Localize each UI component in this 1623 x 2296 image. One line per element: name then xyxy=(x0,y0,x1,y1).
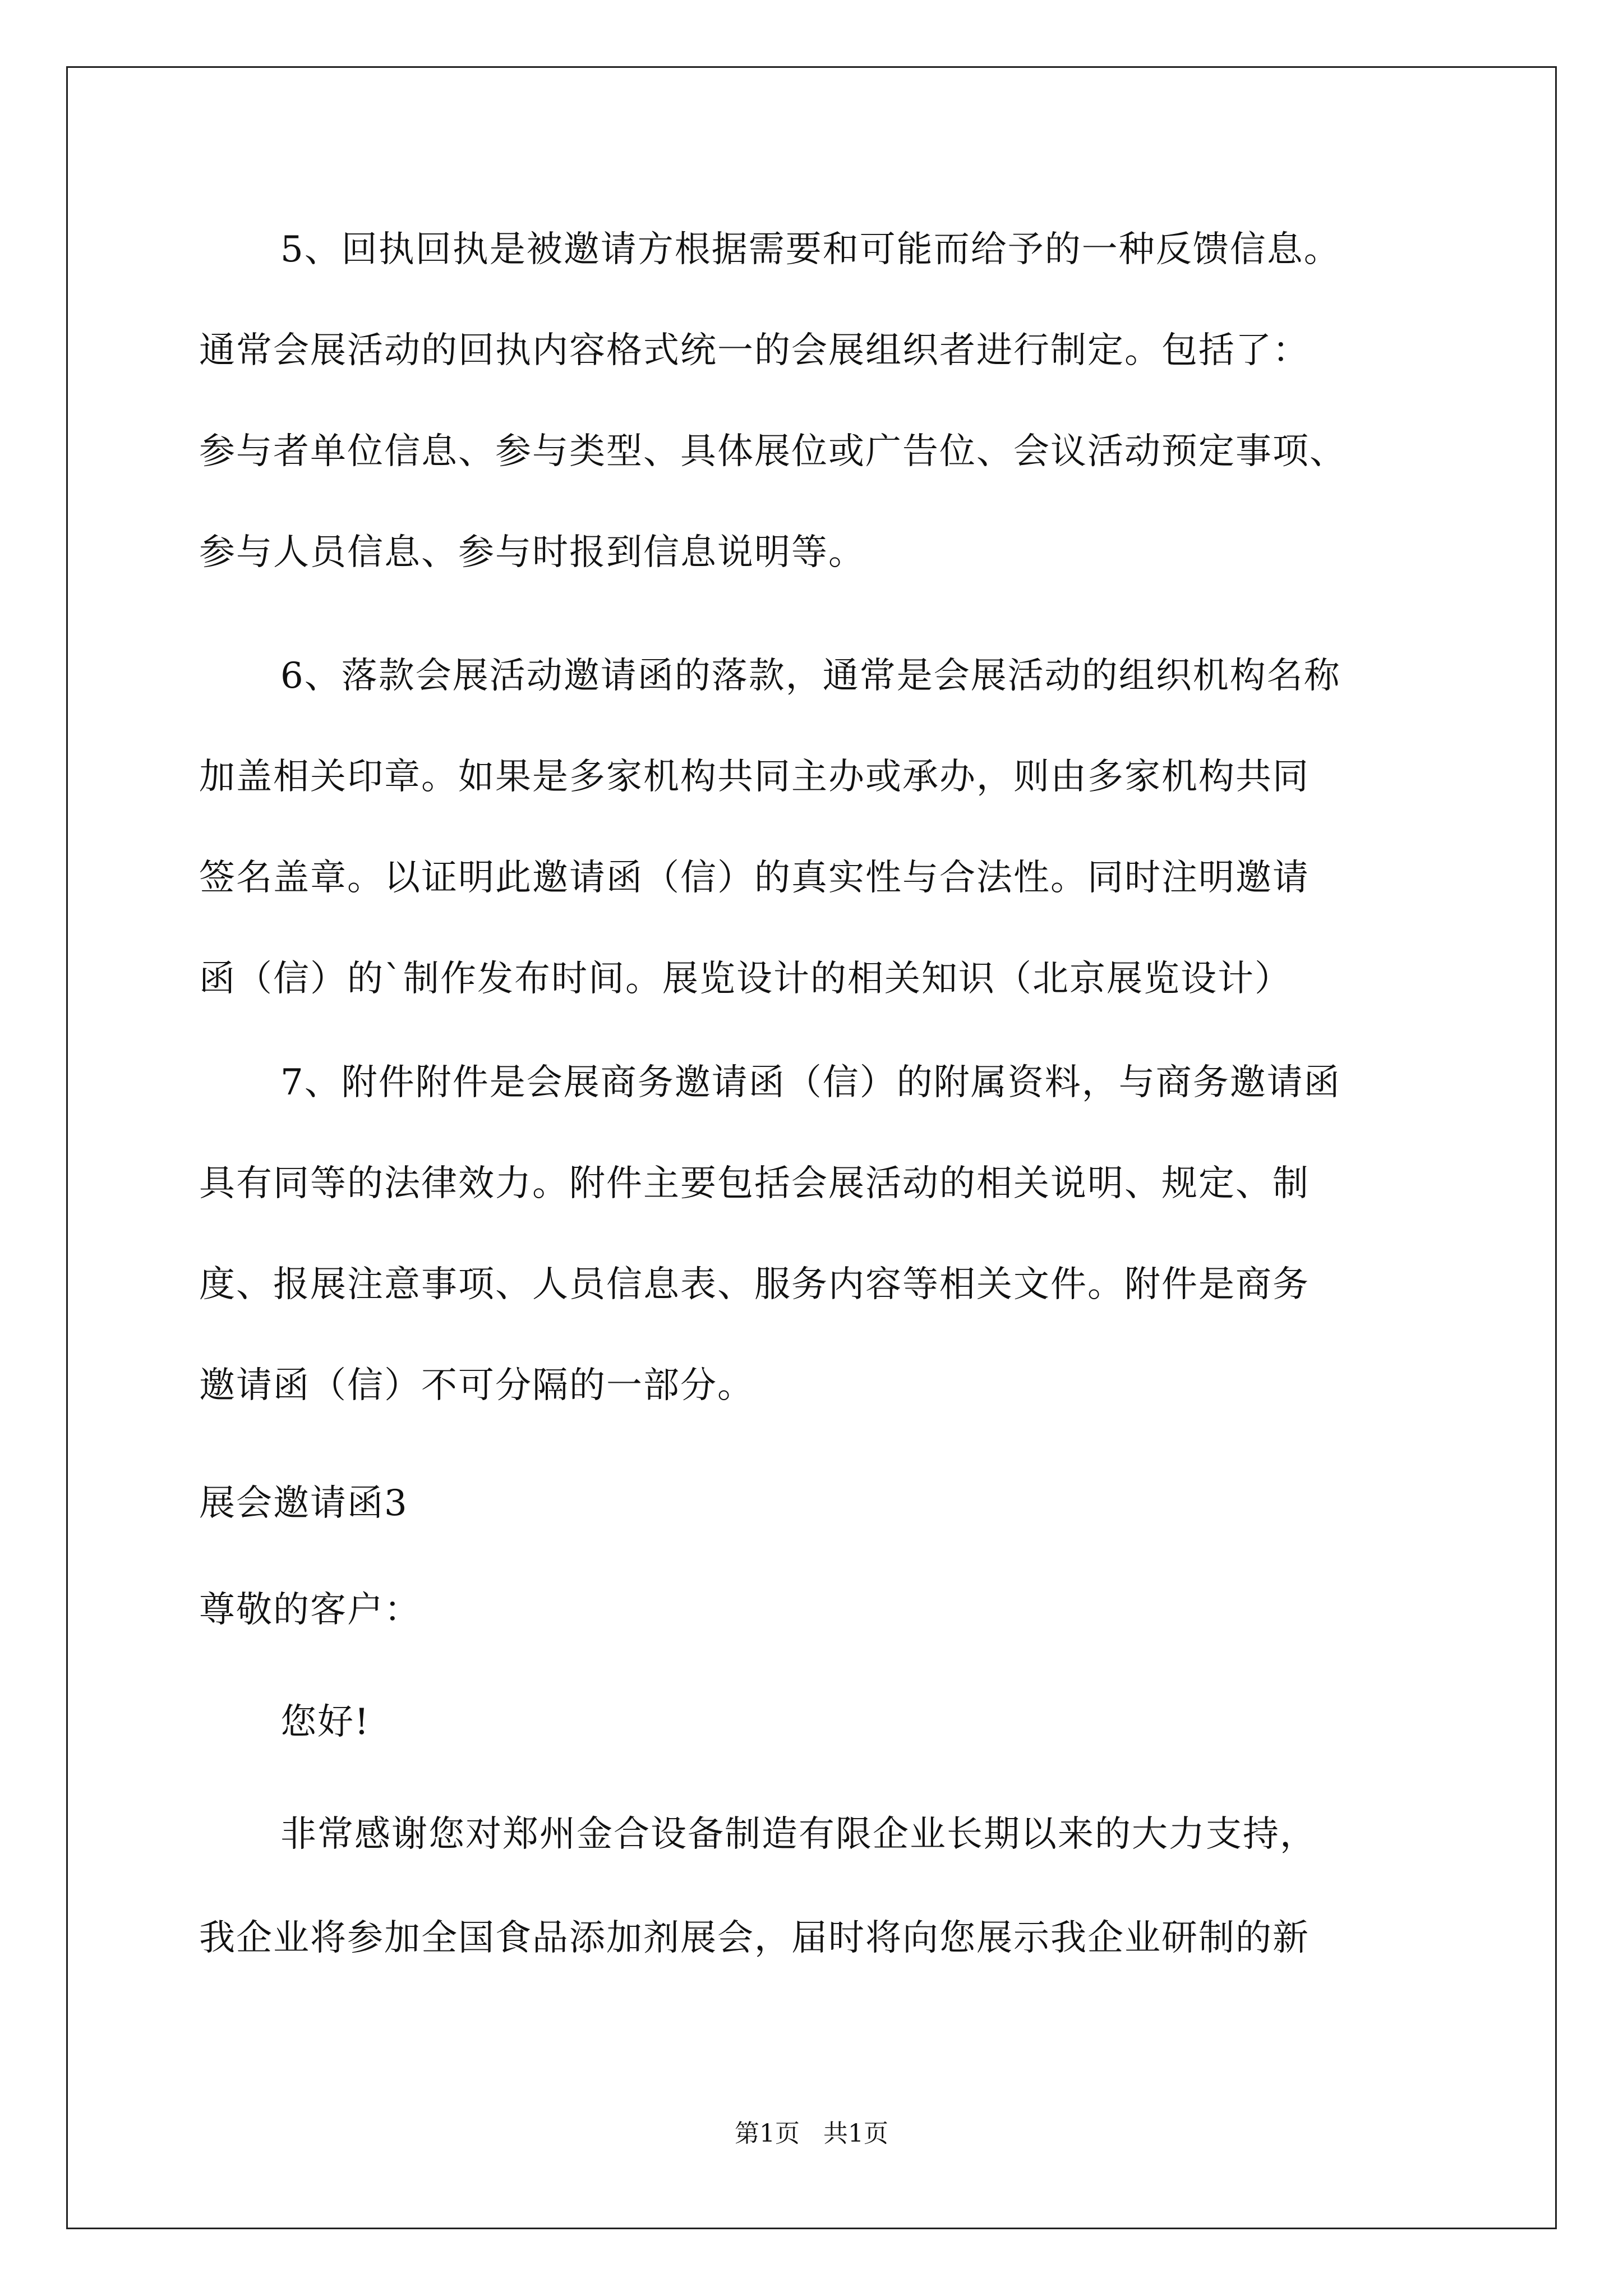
page-number-footer: 第1页 共1页 xyxy=(735,2119,888,2148)
paragraph-5-line-4: 参与人员信息、参与时报到信息说明等。 xyxy=(199,532,865,573)
paragraph-5-line-2: 通常会展活动的回执内容格式统一的会展组织者进行制定。包括了： xyxy=(199,330,1310,371)
invitation-line-1: 非常感谢您对郑州金合设备制造有限企业长期以来的大力支持， xyxy=(280,1814,1317,1855)
page-border xyxy=(66,66,1557,2229)
paragraph-6-line-2: 加盖相关印章。如果是多家机构共同主办或承办，则由多家机构共同 xyxy=(199,756,1310,798)
paragraph-5-line-3: 参与者单位信息、参与类型、具体展位或广告位、会议活动预定事项、 xyxy=(199,431,1347,472)
paragraph-7-line-4: 邀请函（信）不可分隔的一部分。 xyxy=(199,1365,754,1406)
greeting: 您好! xyxy=(280,1701,370,1743)
invitation-line-2: 我企业将参加全国食品添加剂展会，届时将向您展示我企业研制的新 xyxy=(199,1917,1310,1959)
paragraph-7-line-1: 7、附件附件是会展商务邀请函（信）的附属资料，与商务邀请函 xyxy=(280,1062,1341,1103)
paragraph-6-line-3: 签名盖章。以证明此邀请函（信）的真实性与合法性。同时注明邀请 xyxy=(199,857,1310,899)
salutation: 尊敬的客户： xyxy=(199,1589,421,1631)
paragraph-7-line-3: 度、报展注意事项、人员信息表、服务内容等相关文件。附件是商务 xyxy=(199,1264,1310,1305)
paragraph-6-line-1: 6、落款会展活动邀请函的落款，通常是会展活动的组织机构名称 xyxy=(280,655,1341,697)
section-heading: 展会邀请函3 xyxy=(199,1483,408,1524)
paragraph-5-line-1: 5、回执回执是被邀请方根据需要和可能而给予的一种反馈信息。 xyxy=(280,229,1341,270)
paragraph-7-line-2: 具有同等的法律效力。附件主要包括会展活动的相关说明、规定、制 xyxy=(199,1163,1310,1204)
paragraph-6-line-4: 函（信）的`制作发布时间。展览设计的相关知识（北京展览设计） xyxy=(199,958,1292,1000)
